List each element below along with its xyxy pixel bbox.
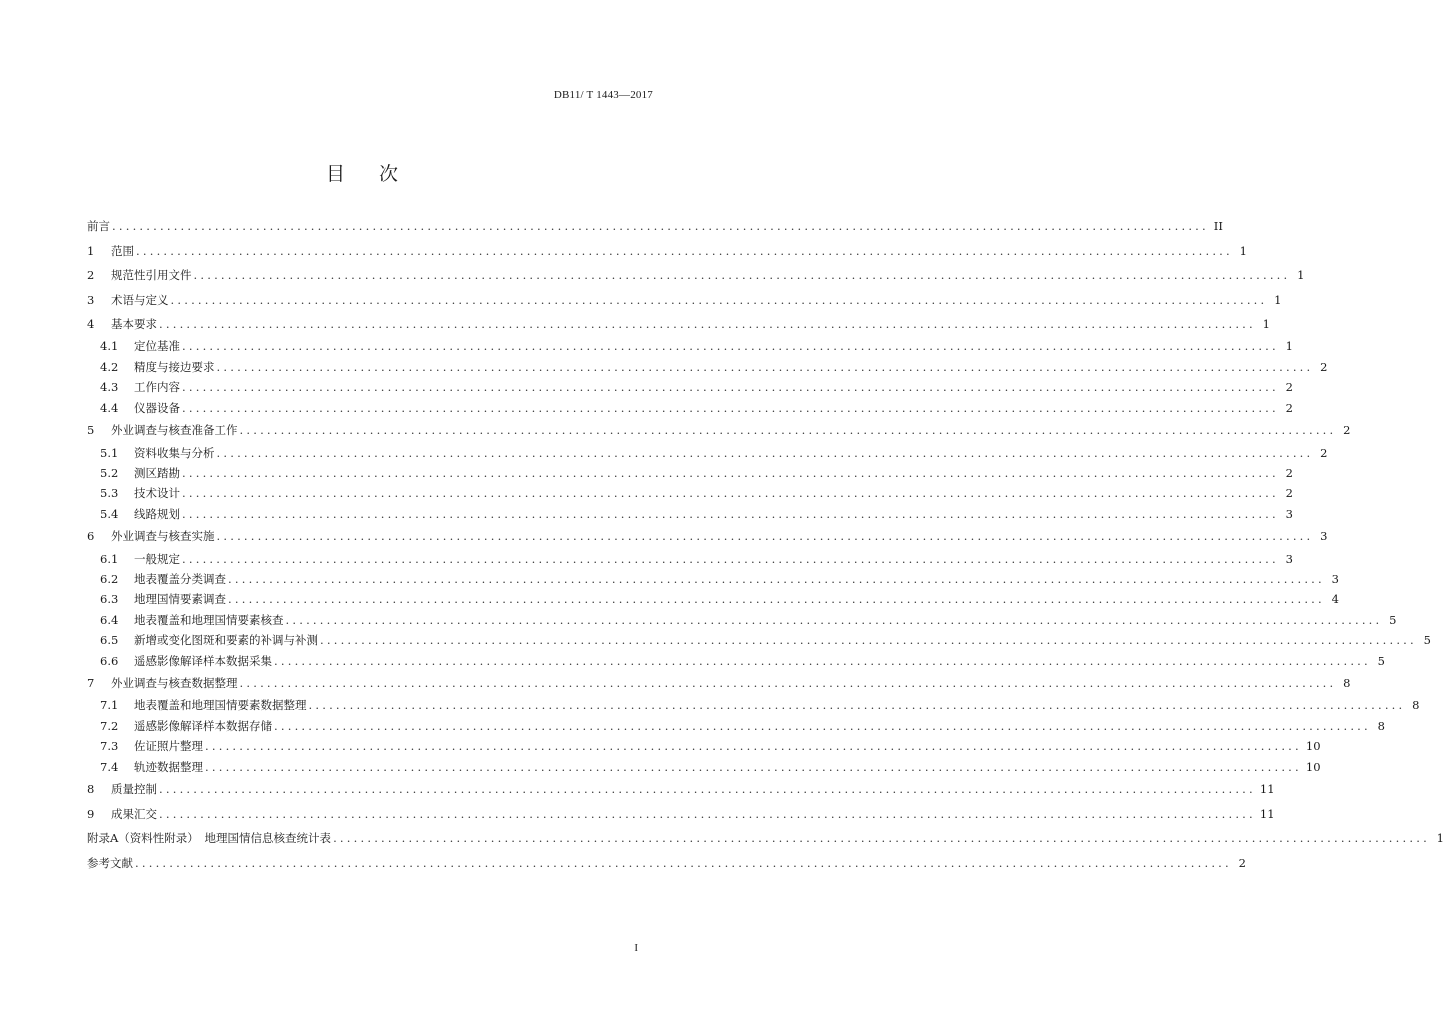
table-of-contents: [87, 214, 1444, 875]
toc-entry-number: 7.3: [100, 739, 119, 754]
toc-entry[interactable]: [87, 398, 1293, 418]
toc-entry-page: 2: [1320, 359, 1328, 374]
toc-entry[interactable]: [87, 443, 1328, 463]
dot-leader: ................................................................................................................................................................: [170, 292, 1268, 307]
toc-entry-title: 遥感影像解译样本数据存储: [134, 718, 272, 733]
toc-entry-page: 3: [1285, 551, 1293, 566]
toc-entry-title: 外业调查与核查数据整理: [111, 675, 238, 690]
dot-leader: ................................................................................................................................................................: [159, 806, 1256, 821]
dot-leader: ................................................................................................................................................................: [112, 219, 1209, 233]
toc-entry-number: 7.2: [100, 718, 119, 733]
toc-entry-page: 8: [1412, 698, 1420, 713]
toc-entry[interactable]: [87, 524, 1328, 549]
toc-entry-title: 附录A（资料性附录） 地理国情信息核查统计表: [87, 831, 332, 846]
toc-entry-title: 术语与定义: [111, 292, 169, 307]
toc-entry-number: 6.3: [100, 592, 119, 607]
dot-leader: ................................................................................................................................................................: [239, 675, 1337, 690]
toc-entry-title: 测区踏勘: [134, 465, 180, 480]
dot-leader: ................................................................................................................................................................: [333, 831, 1430, 846]
toc-entry-title: 工作内容: [134, 380, 180, 395]
toc-entry[interactable]: [87, 610, 1397, 630]
dot-leader: ................................................................................................................................................................: [182, 465, 1279, 480]
toc-entry-title: 基本要求: [111, 317, 157, 331]
toc-entry-title: 一般规定: [134, 551, 180, 566]
dot-leader: ................................................................................................................................................................: [308, 698, 1406, 713]
dot-leader: ................................................................................................................................................................: [136, 243, 1233, 258]
dot-leader: ................................................................................................................................................................: [182, 400, 1279, 415]
toc-entry-page: 1: [1297, 268, 1305, 282]
page-title: 目次: [325, 163, 432, 185]
toc-entry[interactable]: [87, 802, 1275, 827]
toc-entry[interactable]: [87, 337, 1293, 357]
toc-entry-page: 2: [1238, 855, 1246, 870]
toc-entry-page: 5: [1423, 633, 1431, 648]
toc-entry[interactable]: [87, 695, 1420, 715]
toc-entry[interactable]: [87, 239, 1247, 264]
toc-entry-page: 1: [1262, 317, 1270, 331]
toc-entry-number: 7.1: [100, 698, 119, 713]
toc-entry-number: 5.2: [100, 465, 119, 480]
dot-leader: ................................................................................................................................................................: [205, 759, 1302, 774]
toc-entry-title: 范围: [111, 243, 134, 258]
toc-entry[interactable]: [87, 357, 1328, 377]
toc-entry-title: 前言: [87, 219, 110, 233]
toc-entry[interactable]: [87, 851, 1246, 876]
toc-entry[interactable]: [87, 736, 1321, 756]
toc-entry[interactable]: [87, 671, 1351, 696]
dot-leader: ................................................................................................................................................................: [182, 506, 1279, 521]
dot-leader: ................................................................................................................................................................: [320, 633, 1417, 648]
toc-entry-page: 3: [1320, 529, 1328, 544]
toc-entry[interactable]: [87, 651, 1385, 671]
toc-entry-page: 2: [1343, 423, 1351, 438]
standard-code: DB11/ T 1443—2017: [553, 89, 653, 101]
dot-leader: ................................................................................................................................................................: [182, 339, 1279, 354]
toc-entry-page: 1: [1436, 831, 1444, 846]
toc-entry[interactable]: [87, 757, 1321, 777]
toc-entry-page: 2: [1285, 465, 1293, 480]
toc-entry[interactable]: [87, 777, 1275, 802]
toc-entry-number: 6.4: [100, 612, 119, 627]
toc-entry-number: 4.1: [100, 339, 119, 354]
toc-entry[interactable]: [87, 418, 1351, 443]
dot-leader: ................................................................................................................................................................: [159, 782, 1256, 797]
toc-entry-title: 地表覆盖分类调查: [134, 572, 226, 586]
toc-entry-number: 6.2: [100, 572, 119, 586]
dot-leader: ................................................................................................................................................................: [216, 445, 1314, 460]
toc-entry-title: 地表覆盖和地理国情要素数据整理: [134, 698, 307, 713]
toc-entry-title: 技术设计: [134, 486, 180, 501]
toc-entry-page: 4: [1331, 592, 1339, 607]
toc-entry[interactable]: [87, 826, 1444, 851]
toc-entry-number: 5.4: [100, 506, 119, 521]
toc-entry-title: 地表覆盖和地理国情要素核查: [134, 612, 284, 627]
toc-entry-page: 5: [1377, 653, 1385, 668]
toc-entry-title: 成果汇交: [111, 806, 157, 821]
toc-entry-number: 4.2: [100, 359, 119, 374]
toc-entry-number: 5.3: [100, 486, 119, 501]
toc-entry-number: 6.6: [100, 653, 119, 668]
dot-leader: ................................................................................................................................................................: [216, 529, 1314, 544]
toc-entry-page: 10: [1305, 759, 1321, 774]
toc-entry-number: 3: [87, 292, 95, 307]
dot-leader: ................................................................................................................................................................: [274, 653, 1371, 668]
toc-entry-page: 8: [1377, 718, 1385, 733]
dot-leader: ................................................................................................................................................................: [228, 572, 1325, 586]
dot-leader: ................................................................................................................................................................: [274, 718, 1371, 733]
toc-entry-number: 4: [87, 317, 95, 331]
toc-entry-title: 资料收集与分析: [134, 445, 215, 460]
toc-entry[interactable]: [87, 549, 1293, 569]
toc-entry-number: 4.4: [100, 400, 119, 415]
toc-entry[interactable]: [87, 463, 1293, 483]
dot-leader: ................................................................................................................................................................: [182, 380, 1279, 395]
dot-leader: ................................................................................................................................................................: [135, 855, 1232, 870]
dot-leader: ................................................................................................................................................................: [182, 486, 1279, 501]
toc-entry-page: 2: [1320, 445, 1328, 460]
dot-leader: ................................................................................................................................................................: [205, 739, 1302, 754]
toc-entry-page: 1: [1285, 339, 1293, 354]
toc-entry-number: 4.3: [100, 380, 119, 395]
toc-entry-number: 6.5: [100, 633, 119, 648]
toc-entry-title: 质量控制: [111, 782, 157, 797]
toc-entry-title: 新增或变化图斑和要素的补调与补测: [134, 633, 318, 648]
toc-entry-page: II: [1213, 219, 1223, 233]
toc-entry-title: 精度与接边要求: [134, 359, 215, 374]
dot-leader: ................................................................................................................................................................: [193, 268, 1291, 282]
dot-leader: ................................................................................................................................................................: [285, 612, 1383, 627]
toc-entry[interactable]: [87, 288, 1282, 313]
toc-entry-page: 1: [1274, 292, 1282, 307]
toc-entry-title: 地理国情要素调查: [134, 592, 226, 607]
toc-entry[interactable]: [87, 214, 1223, 239]
toc-entry-title: 外业调查与核查实施: [111, 529, 215, 544]
toc-entry-number: 1: [87, 243, 95, 258]
toc-entry-page: 3: [1331, 572, 1339, 586]
toc-entry-number: 2: [87, 268, 95, 282]
toc-entry[interactable]: [87, 312, 1270, 337]
dot-leader: ................................................................................................................................................................: [216, 359, 1314, 374]
toc-entry-number: 5: [87, 423, 95, 438]
toc-entry-title: 参考文献: [87, 855, 133, 870]
toc-entry-page: 11: [1259, 782, 1275, 797]
toc-entry-title: 定位基准: [134, 339, 180, 354]
toc-entry-number: 8: [87, 782, 95, 797]
toc-entry-title: 遥感影像解译样本数据采集: [134, 653, 272, 668]
page-number: I: [634, 942, 638, 954]
toc-entry[interactable]: [87, 483, 1293, 503]
toc-entry-page: 10: [1305, 739, 1321, 754]
toc-entry-title: 仪器设备: [134, 400, 180, 415]
toc-entry[interactable]: [87, 630, 1431, 650]
toc-entry[interactable]: [87, 569, 1339, 589]
toc-entry-number: 5.1: [100, 445, 119, 460]
toc-entry-number: 9: [87, 806, 95, 821]
toc-entry-page: 11: [1259, 806, 1275, 821]
toc-entry-title: 线路规划: [134, 506, 180, 521]
toc-entry-page: 1: [1239, 243, 1247, 258]
dot-leader: ................................................................................................................................................................: [182, 551, 1279, 566]
toc-entry-title: 轨迹数据整理: [134, 759, 203, 774]
toc-entry-title: 规范性引用文件: [111, 268, 192, 282]
dot-leader: ................................................................................................................................................................: [159, 317, 1256, 331]
toc-entry-number: 7: [87, 675, 95, 690]
dot-leader: ................................................................................................................................................................: [239, 423, 1337, 438]
toc-entry-page: 8: [1343, 675, 1351, 690]
dot-leader: ................................................................................................................................................................: [228, 592, 1325, 607]
toc-entry[interactable]: [87, 263, 1305, 288]
toc-entry[interactable]: [87, 377, 1293, 397]
toc-entry-page: 5: [1389, 612, 1397, 627]
toc-entry[interactable]: [87, 716, 1385, 736]
toc-entry-number: 6: [87, 529, 95, 544]
toc-entry-page: 2: [1285, 486, 1293, 501]
toc-entry-number: 6.1: [100, 551, 119, 566]
toc-entry-page: 2: [1285, 380, 1293, 395]
toc-entry-page: 3: [1285, 506, 1293, 521]
toc-entry-title: 外业调查与核查准备工作: [111, 423, 238, 438]
toc-entry-page: 2: [1285, 400, 1293, 415]
toc-entry-number: 7.4: [100, 759, 119, 774]
toc-entry[interactable]: [87, 589, 1339, 609]
toc-entry[interactable]: [87, 504, 1293, 524]
toc-entry-title: 佐证照片整理: [134, 739, 203, 754]
